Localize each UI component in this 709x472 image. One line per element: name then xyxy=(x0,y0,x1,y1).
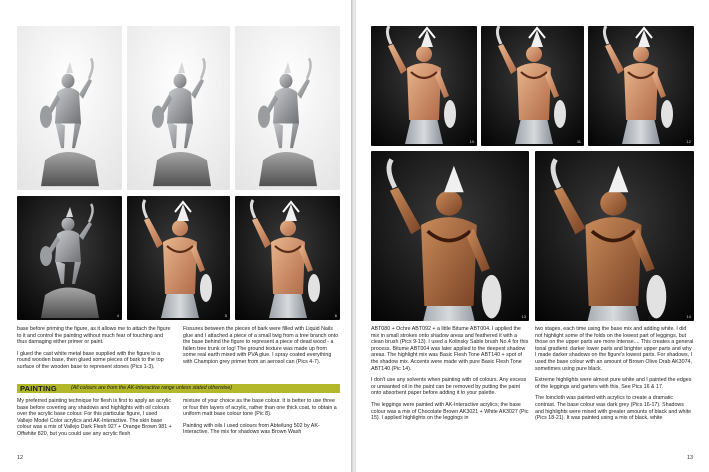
photo-number: 4 xyxy=(116,313,119,318)
photo-primed-figure-side xyxy=(127,26,230,190)
paragraph: two stages, each time using the base mix and adding white. I did not highlight some of the folds on the lowest part of leggings, but those on the upper parts are more intense.... This creates a general tonal gradient: darker lower parts and brighter upper parts and why I made darker shadows on the figure's lowest parts. For shadows, I used the base colour with an amount of Brown Olive Drab AK3074, sometimes using pure black. xyxy=(535,326,694,372)
paragraph: The loincloth was painted with acrylics to create a dramatic contrast. The base colour was dark grey (Pics 16-17). Shadows and highlights were mixed with greater amounts of black and white (Pics 18-21). It was painted using a mix of black, white xyxy=(535,395,692,422)
photo-number: 6 xyxy=(334,313,337,318)
photo-flesh-step-1 xyxy=(371,26,477,146)
painted-figure-image xyxy=(535,151,694,321)
paragraph: mixture of your choice as the base colour. It is better to use three or four thin layers of acrylic, rather than one thick coat, to obtain a uniform matt base colour tone (Pic 8). xyxy=(183,398,337,418)
photo-flesh-step-3 xyxy=(588,26,694,146)
photo-primed-figure-rear xyxy=(235,26,340,190)
photo-number: 10 xyxy=(469,139,474,144)
photo-number: 2 xyxy=(224,183,227,188)
photo-flesh-step-4 xyxy=(371,151,529,321)
photo-flesh-step-5 xyxy=(535,151,694,321)
right-column-2 xyxy=(535,326,694,427)
right-column-1 xyxy=(371,326,529,427)
photo-primed-figure-dark xyxy=(17,196,122,320)
photo-basecoat-figure xyxy=(127,196,230,320)
primed-figure-image xyxy=(235,26,340,190)
paragraph: Fissures between the pieces of bark were filled with Liquid Nails glue and I attached a piece of a small twig from a tree branch onto the base behind the figure to represent a piece of dead wood - a fallen tree trunk or log! The ground texture was made up from some real earth mixed with PVA glue. I spray coated everything with Champion grey primer from an aerosol can (Pics 4-7). xyxy=(183,326,339,365)
photo-number: 13 xyxy=(521,314,526,319)
painted-figure-image xyxy=(481,26,584,146)
painted-figure-image xyxy=(371,26,477,146)
photo-number: 12 xyxy=(686,139,691,144)
page-number-right: 13 xyxy=(687,455,694,461)
paragraph: Painting with oils I used colours from Abteilung 502 by AK-Interactive. The mix for shadows was Brown Wash xyxy=(183,422,320,436)
photo-number: 5 xyxy=(224,313,227,318)
primed-figure-image xyxy=(17,26,122,190)
paragraph: Extreme highlights were almost pure white and I painted the edges of the leggings and garters with this. See Pics 16 & 17. xyxy=(535,377,692,390)
left-page xyxy=(0,0,351,472)
photo-number: 3 xyxy=(334,183,337,188)
photo-number: 1 xyxy=(116,183,119,188)
paragraph: I glued the cast white metal base supplied with the figure to a round wooden base, then glued some pieces of bark to the top surface of the wooden base to represent stones (Pics 1-3). xyxy=(17,350,164,370)
paragraph: I don't use any solvents when painting with oil colours. Any excess or unwanted oil in the paint can be removed by putting the paint onto absorbent paper before adding it to your palette. xyxy=(371,377,527,397)
paragraph: ABT080 + Ochre ABT092 + a little Bitume ABT004. I applied the mix in small strokes onto shadow areas and feathered it with a clean brush (Pics 9-13). I used a Kolinsky Sable brush No.4 for this process. Bitume ABT004 was later applied to the deepest shadow areas. The highlight mix was Basic Flesh Tone ABT140 + spot of the shadow mix. Accents were made with pure Basic Flesh Tone ABT140 (Pic 14). xyxy=(371,326,529,372)
section-title: PAINTING xyxy=(20,384,57,393)
paragraph: base before priming the figure, as it allows me to attach the figure to it and control the painting without much fear of touching and thus damaging either primer or paint. xyxy=(17,326,171,346)
photo-flesh-step-2 xyxy=(481,26,584,146)
page-number-left: 12 xyxy=(17,455,24,461)
left-column-2-intro xyxy=(183,326,340,371)
photo-primed-figure-front xyxy=(17,26,122,190)
paragraph: My preferred painting technique for flesh is first to apply an acrylic base before covering any shadows and highlights with oil colours over the acrylic base colour. For this particular figure, I used Vallejo Model Color acrylics and AK-Interactive. The skin base colour was a mix of Vallejo Dark Flesh 927 + Orange Brown 981 + Offwhite 820, but you could use any acrylic flesh xyxy=(17,398,172,437)
photo-number: 14 xyxy=(686,314,691,319)
painted-figure-image xyxy=(371,151,529,321)
paragraph: The leggings were painted with AK-Interactive acrylics; the base colour was a mix of Chocolate Brown AK3021 + White AK3027 (Pic 15). I applied highlights on the leggings in xyxy=(371,401,529,422)
section-note: (All colours are from the AK-Interactive range unless stated otherwise) xyxy=(71,385,232,391)
painted-figure-image xyxy=(127,196,230,320)
photo-number: 11 xyxy=(576,139,581,144)
painted-figure-image xyxy=(588,26,694,146)
section-header-bar xyxy=(17,384,340,393)
primed-figure-image xyxy=(127,26,230,190)
photo-flesh-shading-figure xyxy=(235,196,340,320)
primed-figure-image xyxy=(17,196,122,320)
left-column-2-painting xyxy=(183,398,340,441)
painted-figure-image xyxy=(235,196,340,320)
left-column-1-intro xyxy=(17,326,173,376)
left-column-1-painting xyxy=(17,398,173,443)
right-page xyxy=(356,0,709,472)
